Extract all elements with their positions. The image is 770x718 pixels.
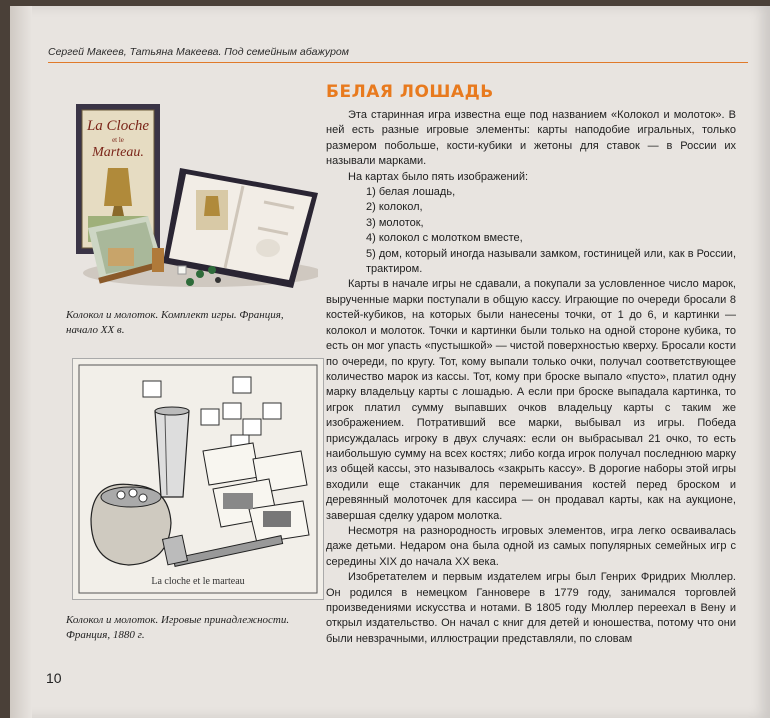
article-title: БЕЛАЯ ЛОШАДЬ [326, 82, 494, 102]
running-head [48, 46, 748, 58]
paragraph-4: Несмотря на разнородность игровых элементов, игра легко осваивалась даже детьми. Недаром она была одной из самых популярных семейных игр с середины XIX до начала XX века. [326, 524, 736, 568]
figure1-caption: Колокол и молоток. Комплект игры. Франция, начало XX в. [66, 309, 284, 336]
box-title-3: Marteau. [92, 145, 144, 160]
paragraph-1: Эта старинная игра известна еще под названием «Колокол и молоток». В ней есть разные игровые элементы: карты наподобие игральных, только размером побольше, кости-кубики и жетоны для ставок — в России их называли марками. [326, 109, 736, 168]
list-item: 3) молоток, [366, 216, 424, 229]
box-title-1: La Cloche [86, 118, 150, 134]
running-head-rule [48, 62, 748, 63]
page-number: 10 [46, 670, 62, 686]
engraving-inner-caption: La cloche et le marteau [151, 576, 245, 587]
paragraph-2: На картах было пять изображений: [348, 170, 529, 183]
paragraph-3: Карты в начале игры не сдавали, а покупали за условленное число марок, вырученные марки поступали в общую кассу. Играющие по очереди бросали 8 костей-кубиков, на которых были нанесены точки, от 1 до 6, и картинки — колокол и молоток. Точки и картинки были только на одной стороне кубика, то есть он мог упасть «пустышкой» — чистой поверхностью кверху. Бросали кости по очереди, по кругу. Тот, кому выпали только очки, получал соответствующее количество марок из кассы. Тот, кому при броске выпало «пусто», платил одну марку владельцу карты с лошадью. А если при броске выпадала картинка, то игрок платил сумму выпавших очков владельцу карты с таким же изображением. Потративший все марки, выбывал из игры. Победа присуждалась игроку в двух случаях: если он выбрасывал 21 очко, то есть наибольшую сумму на всех костях; либо когда игрок получал последнюю марку из общей кассы, это называлось «закрыть кассу». В дорогие наборы этой игры входили еще стаканчик для перемешивания костей перед броском и деревянный молоточек для кассира — он продавал карты, как на аукционе, завершая сделку ударом молотка. [326, 278, 736, 522]
figure2-caption: Колокол и молоток. Игровые принадлежности. Франция, 1880 г. [66, 614, 290, 641]
box-title-2: et le [112, 136, 124, 144]
engraving-illustration [72, 358, 324, 600]
list-item: 1) белая лошадь, [366, 186, 456, 199]
engraving-artwork [73, 359, 323, 599]
list-item: 2) колокол, [366, 201, 423, 214]
running-head-text: Сергей Макеев, Татьяна Макеева. Под семейным абажуром [48, 46, 349, 58]
image-list [326, 185, 736, 277]
book-page [10, 6, 770, 718]
list-item: 5) дом, который иногда называли замком, гостиницей или, как в России, трактиром. [366, 247, 736, 276]
page-spine [10, 6, 32, 718]
game-set-photo [68, 98, 318, 298]
paragraph-5: Изобретателем и первым издателем игры был Генрих Фридрих Мюллер. Он родился в немецком Ганновере в 1779 году, занимался торговлей произведениями искусства и нотами. В 1805 году Мюллер переехал в Вену и открыл издательство. Он начал с книг для детей и юношества, потому что они были невзрачными, иллюстрации представляли, по словам [326, 571, 736, 645]
list-item: 4) колокол с молотком вместе, [366, 232, 523, 245]
article-body [326, 108, 736, 647]
